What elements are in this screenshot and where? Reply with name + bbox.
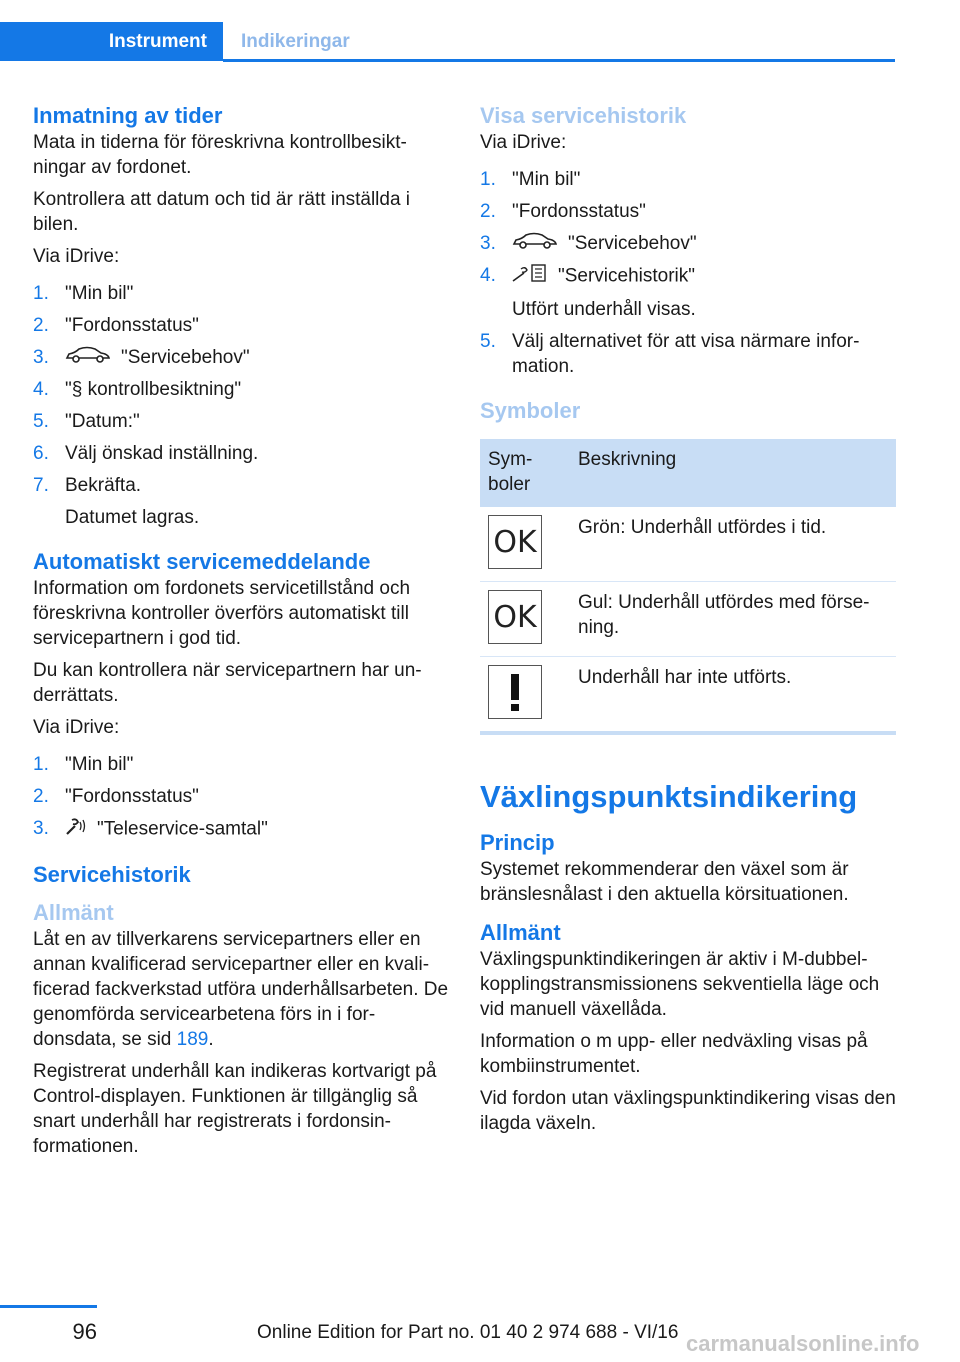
section-title-inmatning: Inmatning av tider [33,103,223,128]
wrench-signal-icon [65,816,87,843]
column-header-description: Beskrivning [570,439,896,507]
list-item: 5. "Datum:" [33,411,140,433]
table-cell: Grön: Underhåll utfördes i tid. [570,507,896,582]
via-idrive: Via iDrive: [480,132,567,153]
paragraph: Information om fordonets servicetillstånd och föreskrivna kontroller överförs automatiskt till servicepartnern i god tid. [33,578,411,650]
list-item: 3. "Servicebehov" [480,231,896,256]
paragraph: Låt en av tillverkarens servicepartners eller en annan kvalificerad servicepartner eller en kvali-ficerad fackverkstad utföra underhållsarbeten. De genomförda servicearbetena förs in i for-donsdata, se sid 189. [33,929,449,1051]
list-item: 4. "§ kontrollbesiktning" [33,379,242,401]
right-column [480,102,896,1143]
service-history-icon [512,263,548,290]
paragraph: Kontrollera att datum och tid är rätt inställda i bilen. [33,189,411,235]
car-icon [512,231,558,256]
paragraph: Mata in tiderna för föreskrivna kontrollbesikt-ningar av fordonet. [33,132,407,178]
paragraph: Information o m upp- eller nedväxling visas på kombiinstrumentet. [480,1031,868,1078]
ok-green-symbol-icon: OK [488,515,542,569]
exclamation-symbol-icon [488,665,542,719]
section-title-allmant: Allmänt [480,920,561,946]
ok-yellow-symbol-icon: OK [488,590,542,644]
steps-list [33,281,449,530]
symbols-table [480,439,896,735]
section-title-visa-servicehistorik: Visa servicehistorik [480,103,687,128]
list-item: 1. "Min bil" [33,283,134,304]
table-header-row [480,439,896,507]
paragraph: Registrerat underhåll kan indikeras kortvarigt på Control-displayen. Funktionen är tillgänglig så snart underhåll har registrerats i fordonsin-formationen. [33,1061,437,1158]
section-title-princip: Princip [480,830,555,856]
list-item: 3. "Teleservice-samtal" [33,816,449,843]
table-cell: Gul: Underhåll utfördes med förse-ning. [570,582,896,657]
page-number: 96 [72,1319,97,1344]
left-column [33,102,449,1166]
section-title-servicehistorik: Servicehistorik [33,862,191,888]
tab-instrument[interactable]: Instrument [0,22,223,61]
list-item: 7. Bekräfta. Datumet lagras. [33,475,200,529]
column-header-symbols: Sym-boler [480,439,570,507]
header-rule [223,59,895,62]
paragraph: Växlingspunktindikeringen är aktiv i M-dubbel-kopplingstransmissionens sekventiella läge och vid manuell växellåda. [480,949,880,1021]
subsection-title-allmant: Allmänt [33,900,114,926]
edition-note: Online Edition for Part no. 01 40 2 974 688 - VI/16 [257,1322,679,1343]
table-row [480,657,896,734]
list-item: 1. "Min bil" [480,169,581,190]
table-cell: Underhåll har inte utförts. [570,657,896,734]
page-reference-link[interactable]: 189 [176,1029,209,1051]
list-item: 5. Välj alternativet för att visa närmare infor-mation. [480,331,860,378]
header-bar [0,0,960,62]
list-item: 1. "Min bil" [33,754,134,776]
list-item: 3. "Servicebehov" [33,345,449,370]
via-idrive: Via iDrive: [33,246,120,267]
list-item: 2. "Fordonsstatus" [33,315,199,336]
section-title-symboler: Symboler [480,398,581,424]
paragraph: Vid fordon utan växlingspunktindikering visas den ilagda växeln. [480,1088,896,1135]
list-item: 6. Välj önskad inställning. [33,443,259,465]
list-item: 2. "Fordonsstatus" [33,786,199,808]
table-row [480,582,896,657]
paragraph: Du kan kontrollera när servicepartnern har un-derrättats. [33,660,422,707]
watermark: carmanualsonline.info [686,1331,920,1356]
footer-rule [0,1305,97,1308]
list-item: 2. "Fordonsstatus" [480,201,646,222]
tab-indikeringar[interactable]: Indikeringar [241,31,350,52]
steps-list [33,752,449,843]
table-row [480,507,896,582]
steps-list [480,167,896,379]
chapter-title: Växlingspunktsindikering [480,779,858,815]
via-idrive: Via iDrive: [33,717,120,739]
car-icon [65,345,111,370]
list-item: 4. "Servicehistorik" Utfört underhåll visas. [480,265,696,321]
section-title-automatiskt: Automatiskt servicemeddelande [33,549,371,575]
paragraph: Systemet rekommenderar den växel som är bränslesnålast i den aktuella körsituationen. [480,859,849,906]
